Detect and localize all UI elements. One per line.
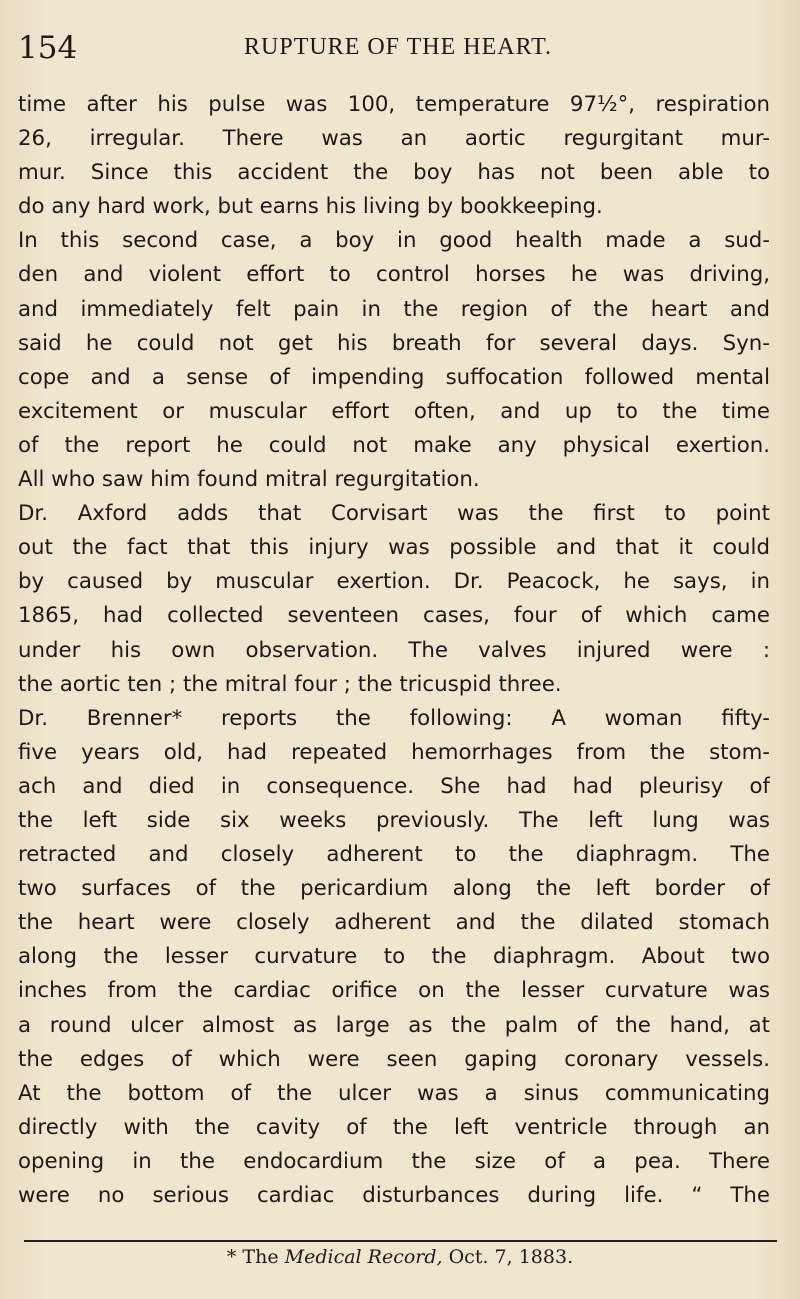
- text-line: 26, irregular. There was an aortic regurgitant mur-: [18, 126, 770, 152]
- footnote-date: Oct. 7, 1883.: [448, 1246, 574, 1268]
- text-line: said he could not get his breath for several days. Syn-: [18, 330, 770, 356]
- text-line: In this second case, a boy in good health made a sud-: [18, 228, 770, 254]
- text-line: the left side six weeks previously. The left lung was: [18, 807, 770, 833]
- text-line: At the bottom of the ulcer was a sinus communicating: [18, 1080, 770, 1106]
- text-line: mur. Since this accident the boy has not been able to: [18, 160, 770, 186]
- footnote-journal: Medical Record,: [284, 1246, 443, 1268]
- text-line: Dr. Brenner* reports the following: A woman fifty-: [18, 705, 770, 731]
- text-line: five years old, had repeated hemorrhages from the stom-: [18, 739, 770, 765]
- text-line: 1865, had collected seventeen cases, four of which came: [18, 603, 770, 629]
- text-line: by caused by muscular exertion. Dr. Peacock, he says, in: [18, 569, 770, 595]
- page-number: 154: [18, 30, 78, 66]
- text-line: den and violent effort to control horses he was driving,: [18, 262, 770, 288]
- running-head: RUPTURE OF THE HEART.: [244, 34, 553, 60]
- footnote: [0, 1246, 800, 1268]
- text-line: excitement or muscular effort often, and up to the time: [18, 398, 770, 424]
- footnote-divider: [24, 1240, 777, 1242]
- text-line: Dr. Axford adds that Corvisart was the first to point: [18, 501, 770, 527]
- text-line: do any hard work, but earns his living by bookkeeping.: [18, 194, 603, 220]
- text-line: cope and a sense of impending suffocation followed mental: [18, 364, 770, 390]
- body-text: [18, 88, 770, 1213]
- text-line: the edges of which were seen gaping coronary vessels.: [18, 1046, 770, 1072]
- text-line: All who saw him found mitral regurgitation.: [18, 467, 480, 493]
- text-line: along the lesser curvature to the diaphragm. About two: [18, 944, 770, 970]
- text-line: retracted and closely adherent to the diaphragm. The: [18, 842, 770, 868]
- text-line: directly with the cavity of the left ventricle through an: [18, 1114, 770, 1140]
- text-line: the heart were closely adherent and the dilated stomach: [18, 910, 770, 936]
- text-line: a round ulcer almost as large as the palm of the hand, at: [18, 1012, 770, 1038]
- text-line: were no serious cardiac disturbances during life. “ The: [18, 1183, 770, 1208]
- page-header: [18, 30, 780, 70]
- text-line: the aortic ten ; the mitral four ; the tricuspid three.: [18, 671, 562, 697]
- text-line: opening in the endocardium the size of a pea. There: [18, 1148, 770, 1174]
- text-line: inches from the cardiac orifice on the lesser curvature was: [18, 978, 770, 1004]
- text-line: two surfaces of the pericardium along the left border of: [18, 876, 770, 902]
- footnote-marker: * The: [226, 1246, 279, 1268]
- text-line: of the report he could not make any physical exertion.: [18, 432, 770, 458]
- text-line: and immediately felt pain in the region of the heart and: [18, 296, 770, 322]
- text-line: under his own observation. The valves injured were :: [18, 637, 770, 663]
- text-line: time after his pulse was 100, temperature 97½°, respiration: [18, 92, 770, 117]
- text-line: ach and died in consequence. She had had pleurisy of: [18, 773, 770, 799]
- text-line: out the fact that this injury was possible and that it could: [18, 535, 770, 561]
